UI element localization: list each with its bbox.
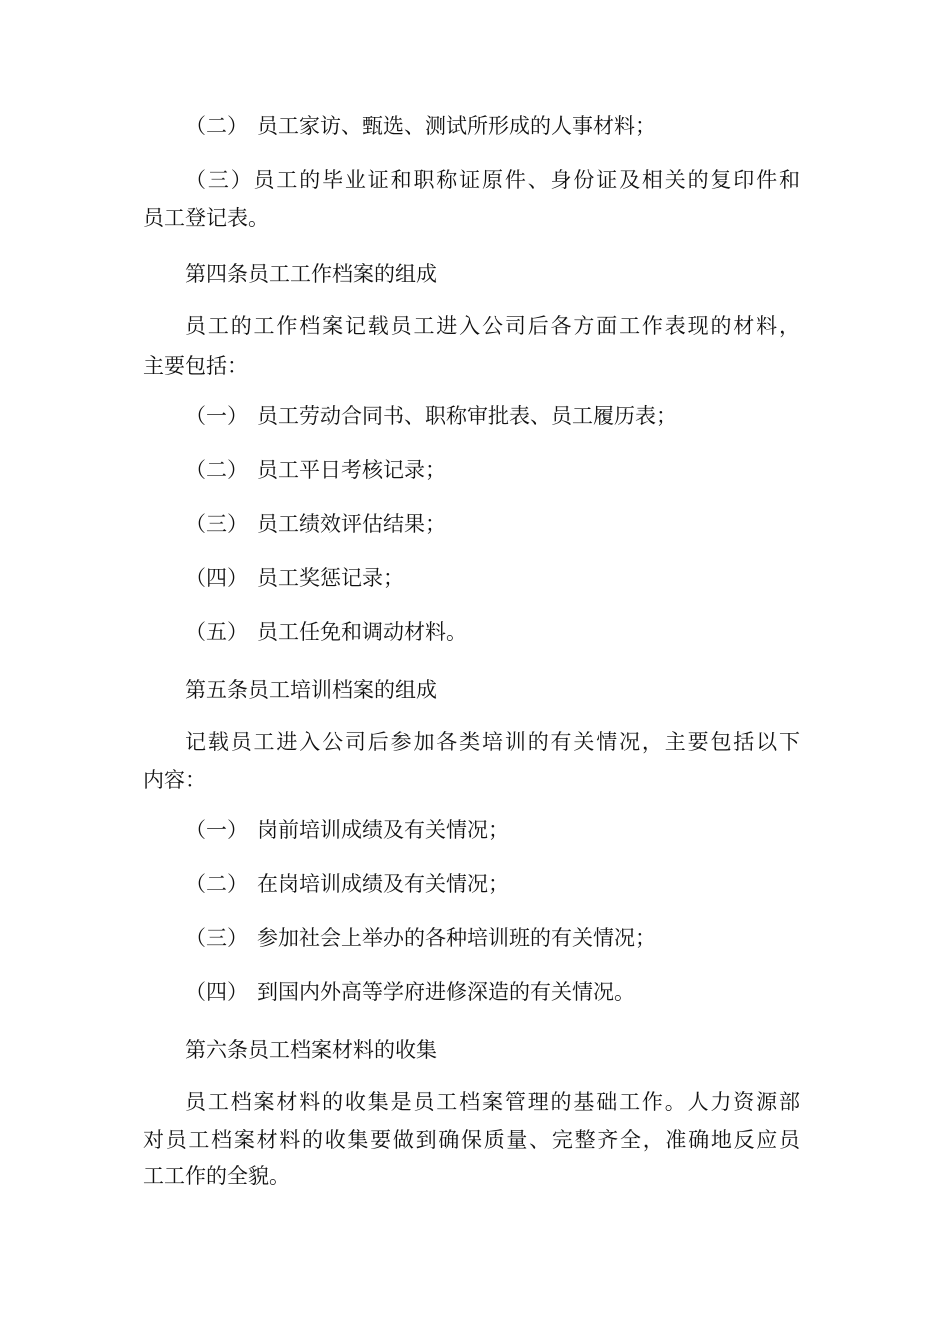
list-item bbox=[185, 398, 677, 434]
list-item-text: 员工平日考核记录； bbox=[257, 458, 446, 482]
list-item-text: 员工任免和调动材料。 bbox=[257, 620, 467, 644]
paragraph-line: 员工档案材料的收集是员工档案管理的基础工作。人力资源部 bbox=[185, 1090, 800, 1114]
paragraph-line: 内容： bbox=[143, 768, 206, 792]
list-marker: （五） bbox=[185, 620, 248, 644]
list-marker: （四） bbox=[185, 980, 248, 1004]
list-item-text: 员工家访、甄选、测试所形成的人事材料； bbox=[257, 114, 656, 138]
list-item bbox=[185, 974, 635, 1010]
list-item-text: 员工奖惩记录； bbox=[257, 566, 404, 590]
list-marker: （四） bbox=[185, 566, 248, 590]
list-item bbox=[185, 920, 656, 956]
list-item-text: 到国内外高等学府进修深造的有关情况。 bbox=[257, 980, 635, 1004]
list-marker: （一） bbox=[185, 404, 248, 428]
paragraph-line: 主要包括： bbox=[143, 354, 248, 378]
list-marker: （二） bbox=[185, 114, 248, 138]
list-item bbox=[185, 812, 509, 848]
list-item bbox=[185, 560, 404, 596]
paragraph-line: 员工的工作档案记载员工进入公司后各方面工作表现的材料， bbox=[185, 314, 800, 338]
list-item bbox=[185, 506, 446, 542]
list-item-text: 员工劳动合同书、职称审批表、员工履历表； bbox=[257, 404, 677, 428]
section-heading: 第六条员工档案材料的收集 bbox=[185, 1038, 437, 1062]
list-item-text: 岗前培训成绩及有关情况； bbox=[257, 818, 509, 842]
paragraph-line: 工工作的全貌。 bbox=[143, 1164, 290, 1188]
list-marker: （一） bbox=[185, 818, 248, 842]
list-item-text: 参加社会上举办的各种培训班的有关情况； bbox=[257, 926, 656, 950]
list-item bbox=[185, 614, 467, 650]
list-item bbox=[185, 108, 656, 144]
section-heading: 第五条员工培训档案的组成 bbox=[185, 678, 437, 702]
list-item bbox=[185, 452, 446, 488]
list-marker: （三） bbox=[185, 926, 248, 950]
paragraph-line: （三）员工的毕业证和职称证原件、身份证及相关的复印件和 bbox=[185, 168, 800, 192]
paragraph-line: 员工登记表。 bbox=[143, 206, 269, 230]
list-marker: （二） bbox=[185, 458, 248, 482]
section-heading: 第四条员工工作档案的组成 bbox=[185, 262, 437, 286]
list-item-text: 在岗培训成绩及有关情况； bbox=[257, 872, 509, 896]
paragraph-line: 对员工档案材料的收集要做到确保质量、完整齐全，准确地反应员 bbox=[143, 1128, 800, 1152]
paragraph-line: 记载员工进入公司后参加各类培训的有关情况，主要包括以下 bbox=[185, 730, 800, 754]
list-item bbox=[185, 866, 509, 902]
list-item-text: 员工绩效评估结果； bbox=[257, 512, 446, 536]
list-marker: （三） bbox=[185, 512, 248, 536]
list-marker: （二） bbox=[185, 872, 248, 896]
